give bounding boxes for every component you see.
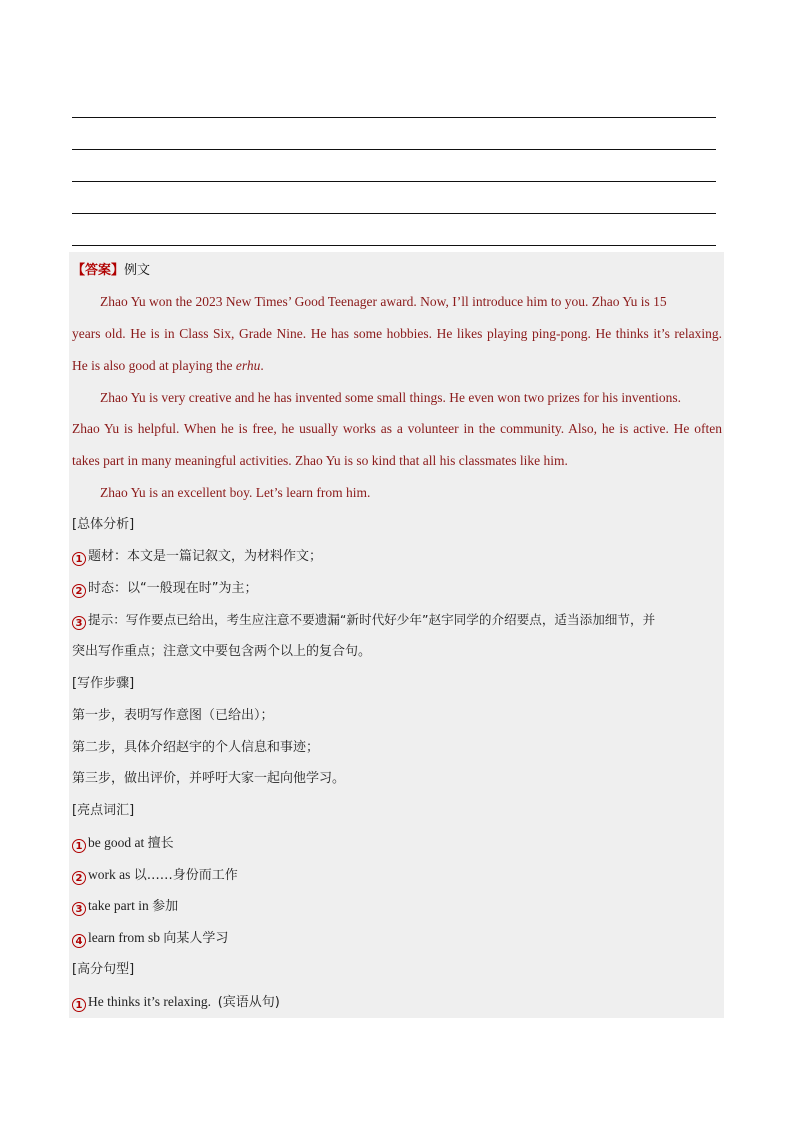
circled-number: 2: [72, 871, 86, 885]
vocab-en: learn from sb: [88, 930, 164, 945]
circled-number: 4: [72, 934, 86, 948]
essay-p2-line2: Zhao Yu is helpful. When he is free, he usually works as a volunteer in the community. Also, he is active. He often: [72, 421, 722, 436]
vocab-en: take part in: [88, 898, 153, 913]
answer-label: 例文: [124, 263, 151, 278]
circled-number: 3: [72, 616, 86, 630]
vocab-item: [72, 865, 722, 886]
answer-header: [72, 261, 722, 281]
essay-p1-line3-text: He is also good at playing the: [72, 358, 236, 373]
essay-p2-line1: Zhao Yu is very creative and he has invented some small things. He even won two prizes for his inventions.: [100, 390, 681, 405]
step-item: 第二步，具体介绍赵宇的个人信息和事迹；: [72, 740, 320, 755]
vocab-item: [72, 928, 722, 949]
circled-number: 3: [72, 902, 86, 916]
essay-p1-line2: years old. He is in Class Six, Grade Nine. He has some hobbies. He likes playing ping-pong. He thinks it’s relaxing.: [72, 326, 722, 341]
steps-heading: [写作步骤]: [72, 676, 135, 691]
analysis-item: [72, 610, 722, 630]
answer-bracket: 【答案】: [72, 263, 125, 278]
essay-p2-line3: takes part in many meaningful activities. Zhao Yu is so kind that all his classmates like him.: [72, 453, 568, 468]
writing-line: [72, 213, 716, 214]
writing-line: [72, 245, 716, 246]
circled-number: 1: [72, 552, 86, 566]
analysis-text: 提示：写作要点已给出，考生应注意不要遗漏“新时代好少年”赵宇同学的介绍要点，适当添加细节，并: [88, 612, 656, 627]
analysis-item: [72, 579, 722, 599]
analysis-item-continued: 突出写作重点；注意文中要包含两个以上的复合句。: [72, 644, 372, 659]
step-item: 第三步，做出评价，并呼吁大家一起向他学习。: [72, 771, 346, 786]
vocab-zh: 以……身份而工作: [133, 868, 238, 883]
writing-line: [72, 149, 716, 150]
essay-p1-line1: Zhao Yu won the 2023 New Times’ Good Teenager award. Now, I’ll introduce him to you. Zhao Yu is 15: [100, 294, 667, 309]
step-item: 第一步，表明写作意图（已给出）；: [72, 708, 274, 723]
circled-number: 2: [72, 584, 86, 598]
vocab-en: work as: [88, 867, 134, 882]
writing-line: [72, 181, 716, 182]
essay-p1-line3: [72, 356, 722, 376]
vocab-zh: 向某人学习: [163, 931, 229, 946]
essay-p3-line1: Zhao Yu is an excellent boy. Let’s learn from him.: [100, 485, 371, 500]
vocab-item: [72, 833, 722, 854]
analysis-text: 时态：以“一般现在时”为主；: [88, 581, 258, 596]
vocab-zh: 擅长: [147, 836, 174, 851]
vocab-en: be good at: [88, 835, 148, 850]
sentences-heading: [高分句型]: [72, 962, 135, 977]
analysis-item: [72, 547, 722, 567]
circled-number: 1: [72, 998, 86, 1012]
sentence-zh: (宾语从句): [217, 995, 280, 1010]
vocab-item: [72, 896, 722, 917]
essay-erhu: erhu: [235, 358, 261, 373]
sentence-item: [72, 992, 722, 1013]
sentence-en: He thinks it’s relaxing.: [88, 994, 218, 1009]
analysis-heading: [总体分析]: [72, 517, 135, 532]
circled-number: 1: [72, 839, 86, 853]
writing-line: [72, 117, 716, 118]
vocab-heading: [亮点词汇]: [72, 803, 135, 818]
vocab-zh: 参加: [152, 899, 179, 914]
analysis-text: 题材：本文是一篇记叙文，为材料作文；: [88, 549, 323, 564]
essay-p1-line3-end: .: [260, 358, 264, 373]
